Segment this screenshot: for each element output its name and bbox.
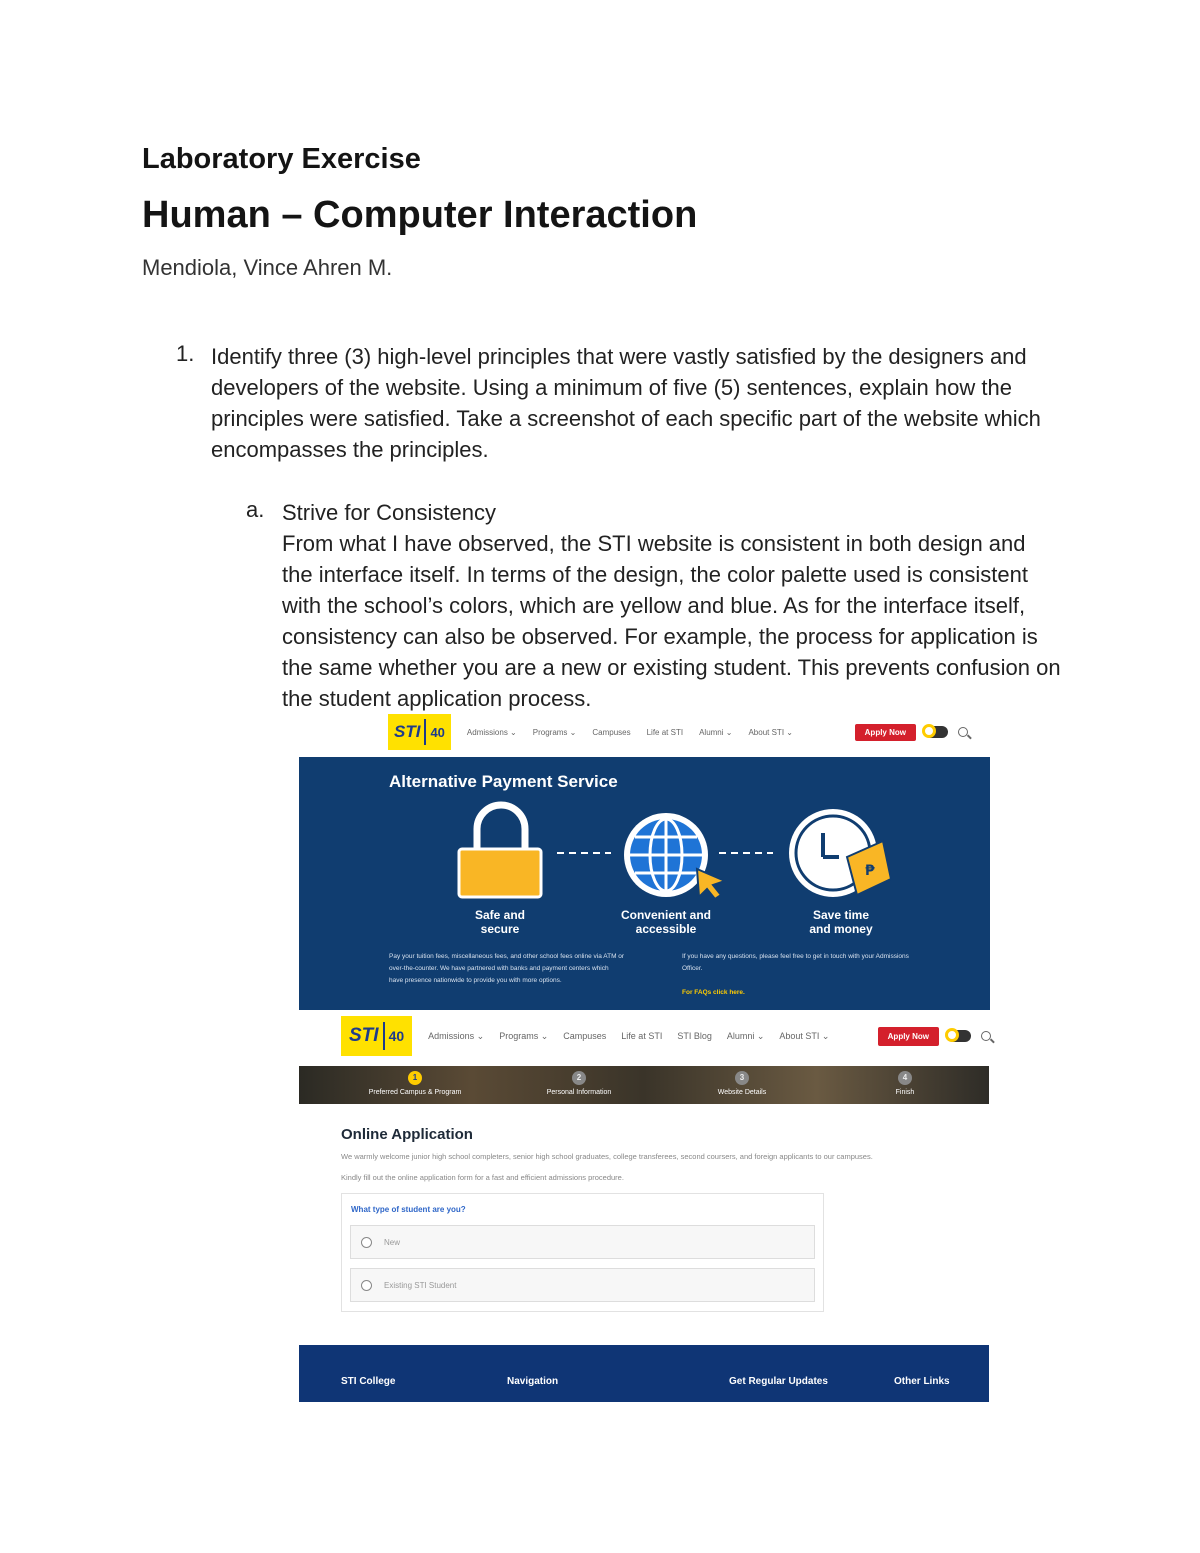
step-number: 2	[572, 1071, 586, 1085]
logo-text: STI	[394, 722, 421, 741]
step-number: 1	[408, 1071, 422, 1085]
nav-link: Admissions ⌄	[428, 1030, 485, 1041]
option-label: Existing STI Student	[384, 1280, 457, 1290]
nav-links	[467, 728, 855, 737]
nav-link: Campuses	[592, 727, 631, 737]
search-icon	[958, 727, 968, 737]
faq-link: For FAQs click here.	[682, 989, 745, 996]
svg-text:₱: ₱	[865, 863, 875, 879]
step-label: Finish	[895, 1089, 915, 1096]
option-existing	[350, 1268, 815, 1302]
question-text: Identify three (3) high-level principles that were vastly satisfied by the designers and developers of the website. Using a minimum of five (5) sentences, explain how the principles were satisfied. Take a screenshot of each specific part of the website which encompasses the principles.	[211, 344, 1041, 462]
sti-logo	[388, 714, 451, 750]
nav-link: Programs ⌄	[532, 727, 577, 737]
feature-caption-save: Save time and money	[809, 908, 873, 936]
radio-icon	[361, 1280, 372, 1291]
globe-cursor-icon	[624, 813, 725, 899]
nav-link: About STI ⌄	[748, 727, 793, 737]
logo-badge: 40	[388, 1028, 405, 1044]
step-4	[845, 1071, 965, 1096]
radio-icon	[361, 1237, 372, 1248]
payment-title: Alternative Payment Service	[389, 772, 618, 791]
logo-divider	[424, 719, 426, 744]
question-number: 1.	[176, 341, 195, 366]
nav-link: STI Blog	[677, 1030, 712, 1041]
logo-divider	[383, 1022, 385, 1050]
site-footer	[299, 1345, 989, 1402]
step-number: 3	[735, 1071, 749, 1085]
doc-subject: Human – Computer Interaction	[142, 194, 698, 236]
screenshot-2-navbar	[341, 1016, 991, 1056]
online-application-desc: We warmly welcome junior high school completers, senior high school graduates, college transferees, second coursers, and foreign applicants to our campuses.	[341, 1152, 873, 1161]
step-1	[355, 1071, 475, 1096]
student-type-question: What type of student are you?	[351, 1205, 466, 1214]
online-application-instruction: Kindly fill out the online application form for a fast and efficient admissions procedure.	[341, 1173, 624, 1182]
nav-link: Alumni ⌄	[699, 727, 733, 737]
payment-info-right: If you have any questions, please feel free to get in touch with your Admissions Officer. For FAQs click here.	[682, 951, 962, 999]
nav-link: Alumni ⌄	[726, 1030, 765, 1041]
footer-navigation: Navigation	[507, 1376, 559, 1387]
nav-link: Campuses	[563, 1030, 607, 1041]
clock-money-icon	[789, 809, 891, 897]
nav-links	[428, 1031, 878, 1042]
logo-badge: 40	[430, 724, 445, 740]
footer-sti-college: STI College	[341, 1376, 396, 1387]
doc-title: Laboratory Exercise	[142, 143, 421, 175]
doc-author: Mendiola, Vince Ahren M.	[142, 255, 393, 280]
nav-link: Programs ⌄	[499, 1030, 549, 1041]
step-label: Personal Information	[546, 1089, 612, 1096]
answer-body: From what I have observed, the STI website is consistent in both design and the interface itself. In terms of the design, the color palette used is consistent with the school’s colors, which are yellow and blue. As for the interface itself, consistency can also be observed. For example, the process for application is the same whether you are a new or existing student. This prevents confusion on the student application process.	[282, 531, 1061, 711]
footer-updates: Get Regular Updates	[729, 1376, 828, 1387]
search-icon	[981, 1031, 991, 1041]
feature-caption-convenient: Convenient and accessible	[620, 908, 711, 936]
theme-toggle-icon	[947, 1030, 971, 1042]
nav-link: Life at STI	[621, 1030, 663, 1041]
answer-letter: a.	[246, 497, 265, 522]
feature-caption-safe: Safe and secure	[474, 908, 525, 936]
step-3	[682, 1071, 802, 1096]
option-label: New	[384, 1237, 401, 1247]
nav-link: Admissions ⌄	[466, 727, 517, 737]
lock-icon	[459, 805, 541, 897]
payment-panel	[299, 757, 990, 1010]
answer-heading: Strive for Consistency	[282, 500, 496, 525]
step-label: Website Details	[717, 1089, 767, 1096]
apply-now-button: Apply Now	[855, 724, 916, 741]
nav-link: Life at STI	[646, 727, 684, 737]
step-label: Preferred Campus & Program	[368, 1089, 462, 1096]
sti-logo	[341, 1016, 412, 1056]
student-type-form	[341, 1193, 824, 1312]
online-application-title: Online Application	[341, 1126, 473, 1143]
theme-toggle-icon	[924, 726, 948, 738]
apply-now-button: Apply Now	[878, 1027, 939, 1046]
footer-other-links: Other Links	[894, 1376, 950, 1387]
option-new	[350, 1225, 815, 1259]
answer-block	[282, 497, 1062, 714]
nav-link: About STI ⌄	[779, 1030, 830, 1041]
application-steps	[299, 1066, 989, 1104]
step-number: 4	[898, 1071, 912, 1085]
step-2	[519, 1071, 639, 1096]
payment-info-left: Pay your tuition fees, miscellaneous fees, and other school fees online via ATM or over-the-counter. We have partnered with banks and payment centers which have presence nationwide to provide you with more options.	[389, 953, 625, 984]
logo-text: STI	[349, 1025, 379, 1046]
screenshot-1-navbar	[388, 714, 968, 750]
